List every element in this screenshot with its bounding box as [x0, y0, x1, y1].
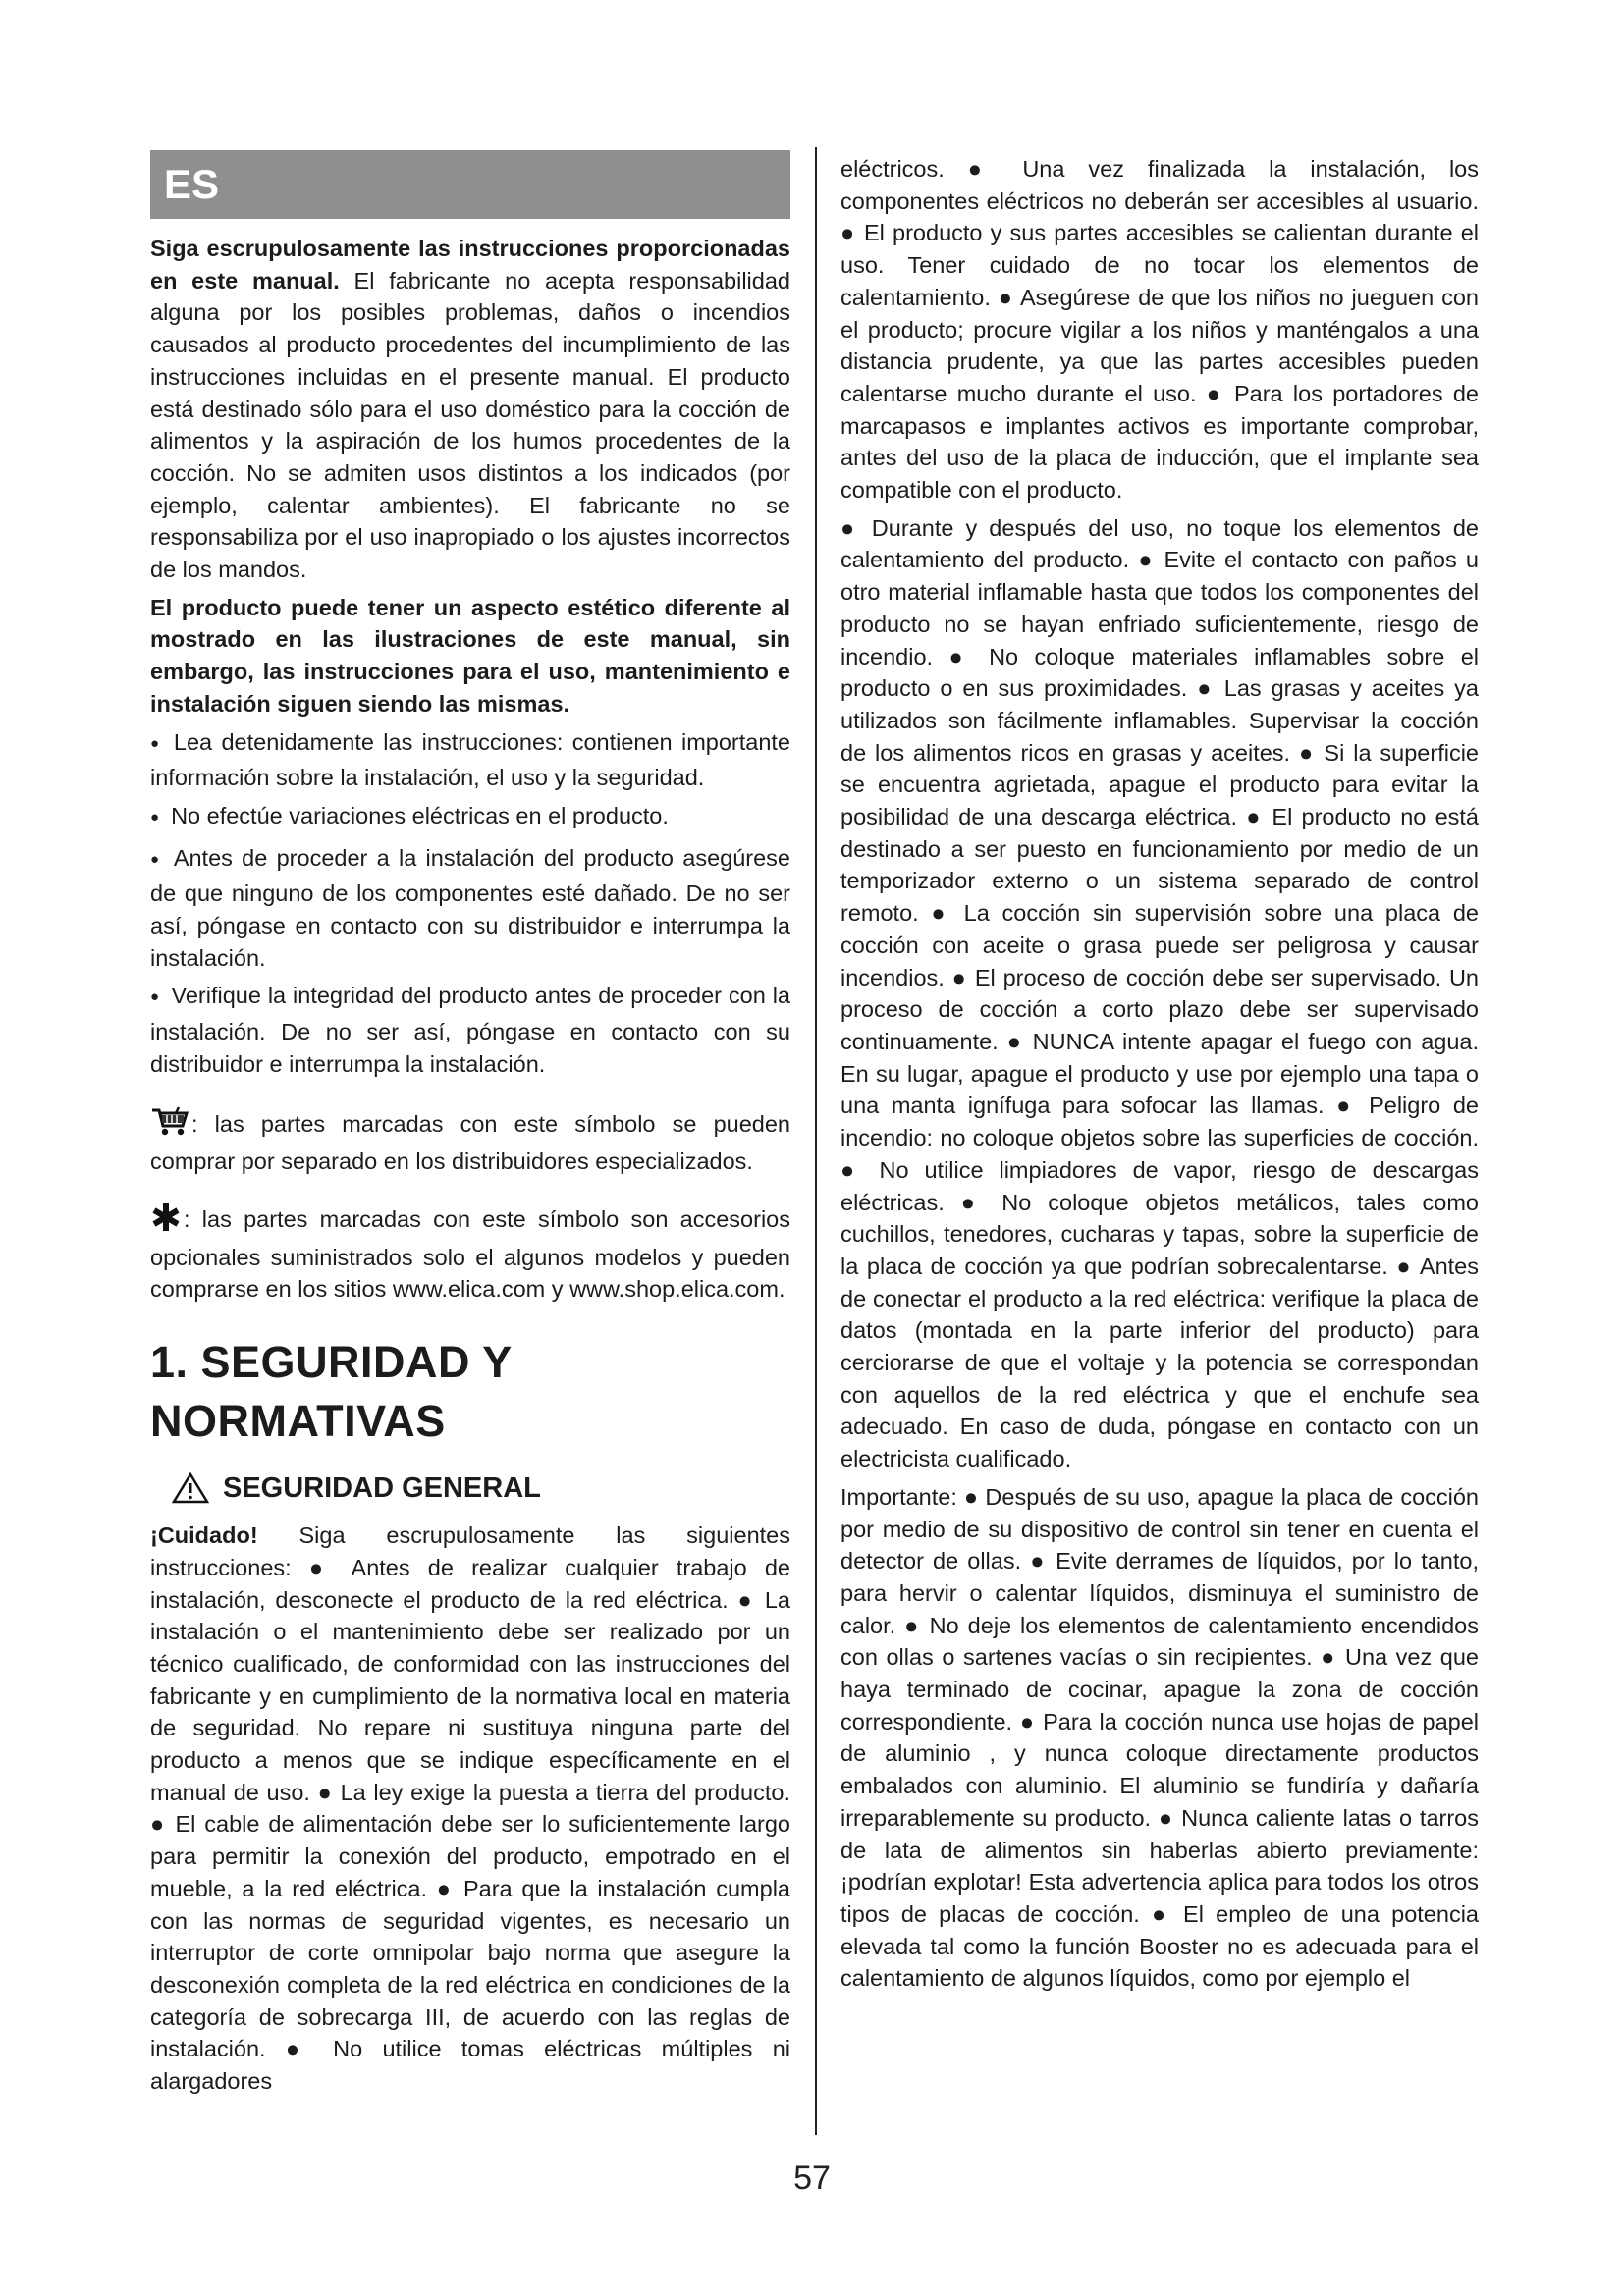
bullet-item: ● Lea detenidamente las instrucciones: contienen importante información sobre la instalación, el uso y la seguridad.: [150, 726, 790, 794]
column-divider: [815, 147, 817, 2135]
cart-symbol-note: [150, 1104, 790, 1178]
star-note-text-a: : las partes marcadas con este símbolo son accesorios opcionales suministrados solo el algunos modelos y pueden comprarse en los sitios: [150, 1205, 790, 1303]
caution-text: Siga escrupulosamente las siguientes instrucciones: ● Antes de realizar cualquier trabajo de instalación, desconecte el producto de la red eléctrica. ● La instalación o el mantenimiento debe ser realizado por un técnico cualificado, de conformidad con las instrucciones del fabricante y en cumplimiento de la normativa local en materia de seguridad. No repare ni sustituya ninguna parte del producto a menos que se indique específicamente en el manual de uso. ● La ley exige la puesta a tierra del producto. ● El cable de alimentación debe ser lo suficientemente largo para permitir la conexión del producto, empotrado en el mueble, a la red eléctrica. ● Para que la instalación cumpla con las normas de seguridad vigentes, es necesario un interruptor de corte omnipolar bajo norma que asegure la desconexión completa de la red eléctrica en condiciones de la categoría de sobrecarga III, de acuerdo con las reglas de instalación. ● No utilice tomas eléctricas múltiples ni alargadores: [150, 1522, 790, 2095]
intro-lead-bold: Siga escrupulosamente las instrucciones proporcionadas en este manual.: [150, 236, 790, 294]
caution-paragraph: [150, 1520, 790, 2098]
caution-label: ¡Cuidado!: [150, 1522, 258, 1549]
right-paragraph-1: eléctricos. ● Una vez finalizada la instalación, los componentes eléctricos no deberán ser accesibles al usuario. ● El producto y sus partes accesibles se calientan durante el uso. Tener cuidado de no tocar los elementos de calentamiento. ● Asegúrese de que los niños no jueguen con el producto; procure vigilar a los niños y manténgalos a una distancia prudente, ya que las partes accesibles pueden calentarse mucho durante el uso. ● Para los portadores de marcapasos e implantes activos es importante comprobar, antes del uso de la placa de inducción, que el implante sea compatible con el producto.: [840, 156, 1479, 504]
star-symbol-note: [150, 1201, 790, 1306]
bullet-item: ● Verifique la integridad del producto antes de proceder con la instalación. De no ser así, póngase en contacto con su distribuidor e interrumpa la instalación.: [150, 980, 790, 1080]
shopping-cart-icon: [150, 1104, 189, 1147]
asterisk-icon: [150, 1201, 182, 1242]
subsection-title: SEGURIDAD GENERAL: [223, 1472, 541, 1505]
star-note-text-b: y: [545, 1276, 570, 1303]
page-number: 57: [793, 2160, 831, 2197]
right-column: [840, 153, 1479, 2001]
site-link-elica[interactable]: www.elica.com: [392, 1276, 546, 1303]
right-paragraph-3: Importante: ● Después de su uso, apague la placa de cocción por medio de su dispositivo de control sin tener en cuenta el detector de ollas. ● Evite derrames de líquidos, por lo tanto, para hervir o calentar líquidos, disminuya el suministro de calor. ● No deje los elementos de calentamiento encendidos con ollas o sartenes vacías o sin recipientes. ● Una vez que haya terminado de cocinar, apague la zona de cocción correspondiente. ● Para la cocción nunca use hojas de papel de aluminio , y nunca coloque directamente productos embalados con aluminio. El aluminio se fundiría y dañaría irreparablemente su producto. ● Nunca caliente latas o tarros de lata de alimentos sin haberlas abierto previamente: ¡podrían explotar! Esta advertencia aplica para todos los otros tipos de placas de cocción. ● El empleo de una potencia elevada tal como la función Booster no es adecuada para el calentamiento de algunos líquidos, como por ejemplo el: [840, 1483, 1479, 1992]
section-title: 1. SEGURIDAD Y NORMATIVAS: [150, 1337, 512, 1447]
intro-lead-rest: El fabricante no acepta responsabilidad alguna por los posibles problemas, daños o incendios causados al producto procedentes del incumplimiento de las instrucciones incluidas en el presente manual. El producto está destinado sólo para el uso doméstico para la cocción de alimentos y la aspiración de los humos procedentes de la cocción. No se admiten usos distintos a los indicados (por ejemplo, calentar ambientes). El fabricante no se responsabiliza por el uso inapropiado o los ajustes incorrectos de los mandos.: [150, 267, 790, 583]
site-link-shop[interactable]: www.shop.elica.com: [569, 1276, 779, 1303]
intro-paragraph: [150, 233, 790, 586]
star-note-text-c: .: [778, 1276, 785, 1303]
cart-note-text: : las partes marcadas con este símbolo se pueden comprar por separado en los distribuidores especializados.: [150, 1110, 790, 1175]
right-paragraph-2: ● Durante y después del uso, no toque los elementos de calentamiento del producto. ● Evite el contacto con paños u otro material inflamable hasta que todos los componentes del producto no se hayan enfriado suficientemente, riesgo de incendio. ● No coloque materiales inflamables sobre el producto o en sus proximidades. ● Las grasas y aceites ya utilizados son fácilmente inflamables. Supervisar la cocción de los alimentos ricos en grasas y aceites. ● Si la superficie se encuentra agrietada, apague el producto para evitar la posibilidad de una descarga eléctrica. ● El producto no está destinado a ser puesto en funcionamiento por medio de un temporizador externo o un sistema separado de control remoto. ● La cocción sin supervisión sobre una placa de cocción con aceite o grasa puede ser peligrosa y causar incendios. ● El proceso de cocción debe ser supervisado. Un proceso de cocción a corto plazo debe ser supervisado continuamente. ● NUNCA intente apagar el fuego con agua. En su lugar, apague el producto y use por ejemplo una tapa o una manta ignífuga para sofocar las llamas. ● Peligro de incendio: no coloque objetos sobre las superficies de cocción. ● No utilice limpiadores de vapor, riesgo de descargas eléctricas. ● No coloque objetos metálicos, tales como cuchillos, tenedores, cucharas y tapas, sobre la superficie de la placa de cocción ya que podrían sobrecalentarse. ● Antes de conectar el producto a la red eléctrica: verifique la placa de datos (montada en la parte inferior del producto) para cerciorarse de que el voltaje y la potencia se correspondan con aquellos de la red eléctrica y que el enchufe sea adecuado. En caso de duda, póngase en contacto con un electricista cualificado.: [840, 514, 1479, 1472]
appearance-note: El producto puede tener un aspecto estético diferente al mostrado en las ilustraciones de este manual, sin embargo, las instrucciones para el uso, mantenimiento e instalación siguen siendo las mismas.: [150, 594, 790, 717]
left-column: [150, 150, 790, 2104]
subsection-heading: [150, 1468, 790, 1508]
bullet-item: ● Antes de proceder a la instalación del producto asegúrese de que ninguno de los componentes esté dañado. De no ser así, póngase en contacto con su distribuidor e interrumpa la instalación.: [150, 842, 790, 975]
bullet-item: ● No efectúe variaciones eléctricas en el producto.: [150, 800, 790, 836]
language-tab: ES: [150, 150, 790, 219]
warning-triangle-icon: [172, 1472, 209, 1504]
